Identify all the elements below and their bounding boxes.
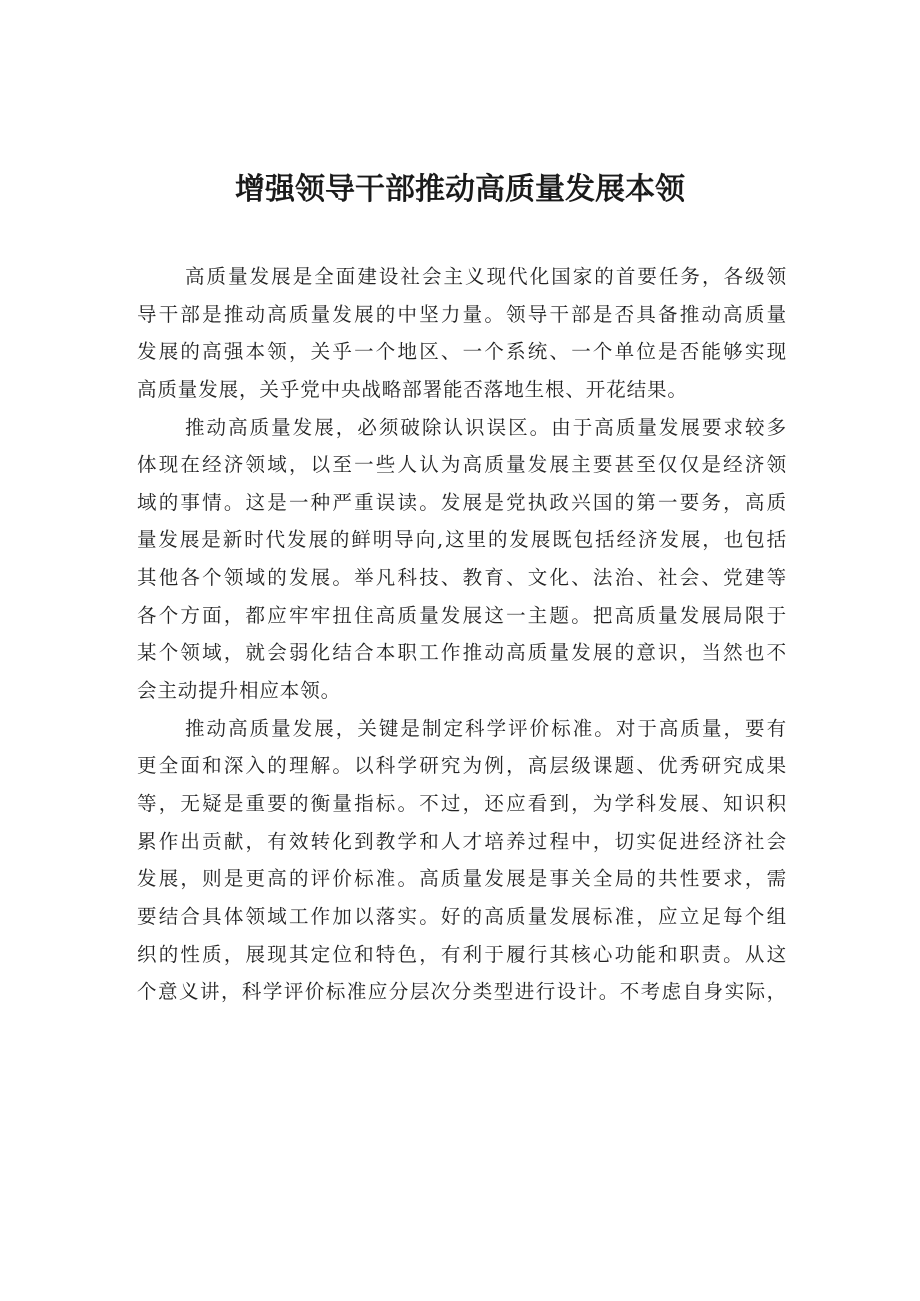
paragraph-3-line-5: 发展，则是更高的评价标准。高质量发展是事关全局的共性要求，需	[137, 867, 787, 891]
paragraph-3-line-3: 等，无疑是重要的衡量指标。不过，还应看到，为学科发展、知识积	[137, 791, 787, 815]
paragraph-3-line-6: 要结合具体领域工作加以落实。好的高质量发展标准，应立足每个组	[137, 904, 787, 928]
paragraph-1-line-2: 导干部是推动高质量发展的中坚力量。领导干部是否具备推动高质量	[137, 302, 787, 326]
document-title: 增强领导干部推动高质量发展本领	[235, 172, 685, 207]
paragraph-3-line-2: 更全面和深入的理解。以科学研究为例，高层级课题、优秀研究成果	[137, 754, 787, 778]
paragraph-2-line-7: 某个领域，就会弱化结合本职工作推动高质量发展的意识，当然也不	[137, 641, 787, 665]
paragraph-3-line-8: 个意义讲，科学评价标准应分层次分类型进行设计。不考虑自身实际，	[137, 980, 787, 1004]
paragraph-1-line-4: 高质量发展，关乎党中央战略部署能否落地生根、开花结果。	[137, 377, 688, 401]
paragraph-3-line-1: 推动高质量发展，关键是制定科学评价标准。对于高质量，要有	[185, 716, 787, 740]
paragraph-2-line-2: 体现在经济领域，以至一些人认为高质量发展主要甚至仅仅是经济领	[137, 453, 787, 477]
paragraph-2-line-6: 各个方面，都应牢牢扭住高质量发展这一主题。把高质量发展局限于	[137, 603, 787, 627]
paragraph-3-line-4: 累作出贡献，有效转化到教学和人才培养过程中，切实促进经济社会	[137, 829, 787, 853]
document-body	[137, 258, 787, 1011]
paragraph-2-line-4: 量发展是新时代发展的鲜明导向,这里的发展既包括经济发展，也包括	[137, 528, 787, 552]
paragraph-2-line-3: 域的事情。这是一种严重误读。发展是党执政兴国的第一要务，高质	[137, 490, 787, 514]
paragraph-3-line-7: 织的性质，展现其定位和特色，有利于履行其核心功能和职责。从这	[137, 942, 787, 966]
paragraph-2-line-1: 推动高质量发展，必须破除认识误区。由于高质量发展要求较多	[185, 415, 787, 439]
paragraph-1-line-3: 发展的高强本领，关乎一个地区、一个系统、一个单位是否能够实现	[137, 340, 787, 364]
paragraph-2-line-8: 会主动提升相应本领。	[137, 679, 342, 703]
paragraph-1-line-1: 高质量发展是全面建设社会主义现代化国家的首要任务，各级领	[185, 265, 787, 288]
paragraph-2-line-5: 其他各个领域的发展。举凡科技、教育、文化、法治、社会、党建等	[137, 566, 787, 590]
